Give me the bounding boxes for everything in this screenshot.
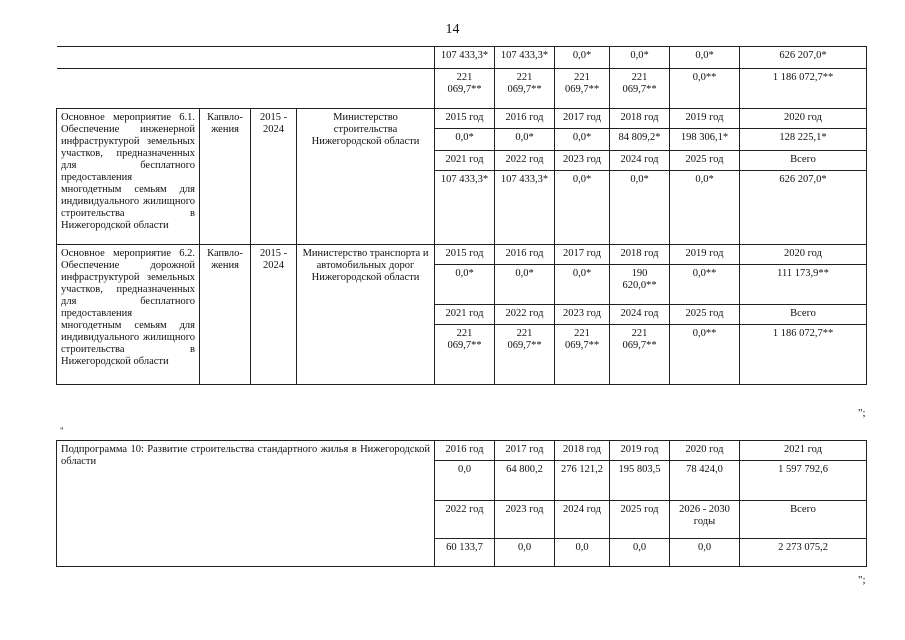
year-header: 2019 год xyxy=(670,245,740,265)
value-cell: 0,0* xyxy=(555,47,610,69)
value-cell: 0,0* xyxy=(555,129,610,151)
value-cell: 1 186 072,7** xyxy=(740,69,867,109)
value-cell: 0,0 xyxy=(610,539,670,567)
year-header: 2020 год xyxy=(670,441,740,461)
measure-name: Основное мероприятие 6.1. Обеспечение инженерной инфраструктурой земельных участков, предназначенных для бесплатного предоставления многодетным семьям для индивидуального жилищного строительства в Нижегородской области xyxy=(57,109,200,245)
value-cell: 2 273 075,2 xyxy=(740,539,867,567)
value-cell: 0,0* xyxy=(670,47,740,69)
year-header: 2021 год xyxy=(435,305,495,325)
value-cell: 64 800,2 xyxy=(495,461,555,501)
value-cell: 221 069,7** xyxy=(610,69,670,109)
value-cell: 221 069,7** xyxy=(555,325,610,385)
value-cell: 0,0* xyxy=(555,265,610,305)
value-cell: 195 803,5 xyxy=(610,461,670,501)
value-cell: 0,0* xyxy=(435,129,495,151)
executor: Министерство строительства Нижегородской области xyxy=(297,109,435,245)
closing-quote-mark-2: "; xyxy=(858,574,866,586)
value-cell: 221 069,7** xyxy=(435,69,495,109)
value-cell: 0,0* xyxy=(435,265,495,305)
year-header: 2019 год xyxy=(670,109,740,129)
year-header: 2021 год xyxy=(435,151,495,171)
value-cell: 198 306,1* xyxy=(670,129,740,151)
value-cell: 78 424,0 xyxy=(670,461,740,501)
year-header: 2017 год xyxy=(555,109,610,129)
executor: Министерство транспорта и автомобильных дорог Нижегородской области xyxy=(297,245,435,385)
value-cell: 0,0 xyxy=(555,539,610,567)
year-header: 2025 год xyxy=(610,501,670,539)
funding-type: Капвло-жения xyxy=(200,109,251,245)
year-header: 2025 год xyxy=(670,305,740,325)
value-cell: 0,0* xyxy=(495,129,555,151)
value-cell: 0,0** xyxy=(670,325,740,385)
value-cell: 221 069,7** xyxy=(495,325,555,385)
value-cell: 0,0* xyxy=(495,265,555,305)
value-cell: 221 069,7** xyxy=(610,325,670,385)
year-header: 2024 год xyxy=(610,151,670,171)
year-header: 2015 год xyxy=(435,245,495,265)
value-cell: 0,0** xyxy=(670,265,740,305)
subprogram-title: Подпрограмма 10: Развитие строительства стандартного жилья в Нижегородской области xyxy=(57,441,435,567)
value-cell: 221 069,7** xyxy=(495,69,555,109)
year-header: 2022 год xyxy=(435,501,495,539)
year-header: 2023 год xyxy=(555,151,610,171)
year-header: 2018 год xyxy=(610,245,670,265)
table-row xyxy=(57,69,867,109)
year-header: 2016 год xyxy=(495,109,555,129)
year-header: 2022 год xyxy=(495,151,555,171)
value-cell: 84 809,2* xyxy=(610,129,670,151)
value-cell: 276 121,2 xyxy=(555,461,610,501)
value-cell: 221 069,7** xyxy=(435,325,495,385)
year-header: 2025 год xyxy=(670,151,740,171)
period: 2015 - 2024 xyxy=(251,109,297,245)
value-cell: 107 433,3* xyxy=(495,47,555,69)
year-header: Всего xyxy=(740,501,867,539)
value-cell: 128 225,1* xyxy=(740,129,867,151)
year-header: 2023 год xyxy=(495,501,555,539)
value-cell: 0,0* xyxy=(610,47,670,69)
page-number: 14 xyxy=(445,22,460,37)
subprogram-table xyxy=(56,440,867,567)
year-header: 2020 год xyxy=(740,109,867,129)
funding-type: Капвло-жения xyxy=(200,245,251,385)
empty-cell xyxy=(57,69,435,109)
year-header: 2021 год xyxy=(740,441,867,461)
value-cell: 626 207,0* xyxy=(740,47,867,69)
value-cell: 1 597 792,6 xyxy=(740,461,867,501)
value-cell: 190 620,0** xyxy=(610,265,670,305)
year-header: 2019 год xyxy=(610,441,670,461)
value-cell: 626 207,0* xyxy=(740,171,867,245)
empty-cell xyxy=(57,47,435,69)
closing-quote-mark: "; xyxy=(858,407,866,419)
opening-quote-mark: " xyxy=(60,426,64,436)
year-header: 2017 год xyxy=(555,245,610,265)
table-row xyxy=(57,245,867,265)
year-header: 2024 год xyxy=(610,305,670,325)
year-header: 2017 год xyxy=(495,441,555,461)
value-cell: 0,0* xyxy=(670,171,740,245)
value-cell: 60 133,7 xyxy=(435,539,495,567)
value-cell: 0,0** xyxy=(670,69,740,109)
measures-table xyxy=(56,46,867,385)
value-cell: 1 186 072,7** xyxy=(740,325,867,385)
year-header: 2022 год xyxy=(495,305,555,325)
table-row xyxy=(57,441,867,461)
value-cell: 107 433,3* xyxy=(435,47,495,69)
year-header: 2018 год xyxy=(555,441,610,461)
year-header: 2024 год xyxy=(555,501,610,539)
year-header: 2026 - 2030 годы xyxy=(670,501,740,539)
value-cell: 107 433,3* xyxy=(435,171,495,245)
table-row xyxy=(57,47,867,69)
year-header: Всего xyxy=(740,305,867,325)
value-cell: 0,0 xyxy=(670,539,740,567)
year-header: 2016 год xyxy=(435,441,495,461)
year-header: 2023 год xyxy=(555,305,610,325)
measure-name: Основное мероприятие 6.2. Обеспечение дорожной инфраструктурой земельных участков, предназначенных для бесплатного предоставления многодетным семьям для индивидуального жилищного строительства в Нижегородской области xyxy=(57,245,200,385)
value-cell: 0,0 xyxy=(495,539,555,567)
year-header: 2020 год xyxy=(740,245,867,265)
value-cell: 107 433,3* xyxy=(495,171,555,245)
value-cell: 111 173,9** xyxy=(740,265,867,305)
year-header: Всего xyxy=(740,151,867,171)
value-cell: 0,0 xyxy=(435,461,495,501)
table-row xyxy=(57,109,867,129)
year-header: 2018 год xyxy=(610,109,670,129)
period: 2015 - 2024 xyxy=(251,245,297,385)
value-cell: 221 069,7** xyxy=(555,69,610,109)
value-cell: 0,0* xyxy=(610,171,670,245)
value-cell: 0,0* xyxy=(555,171,610,245)
year-header: 2016 год xyxy=(495,245,555,265)
year-header: 2015 год xyxy=(435,109,495,129)
